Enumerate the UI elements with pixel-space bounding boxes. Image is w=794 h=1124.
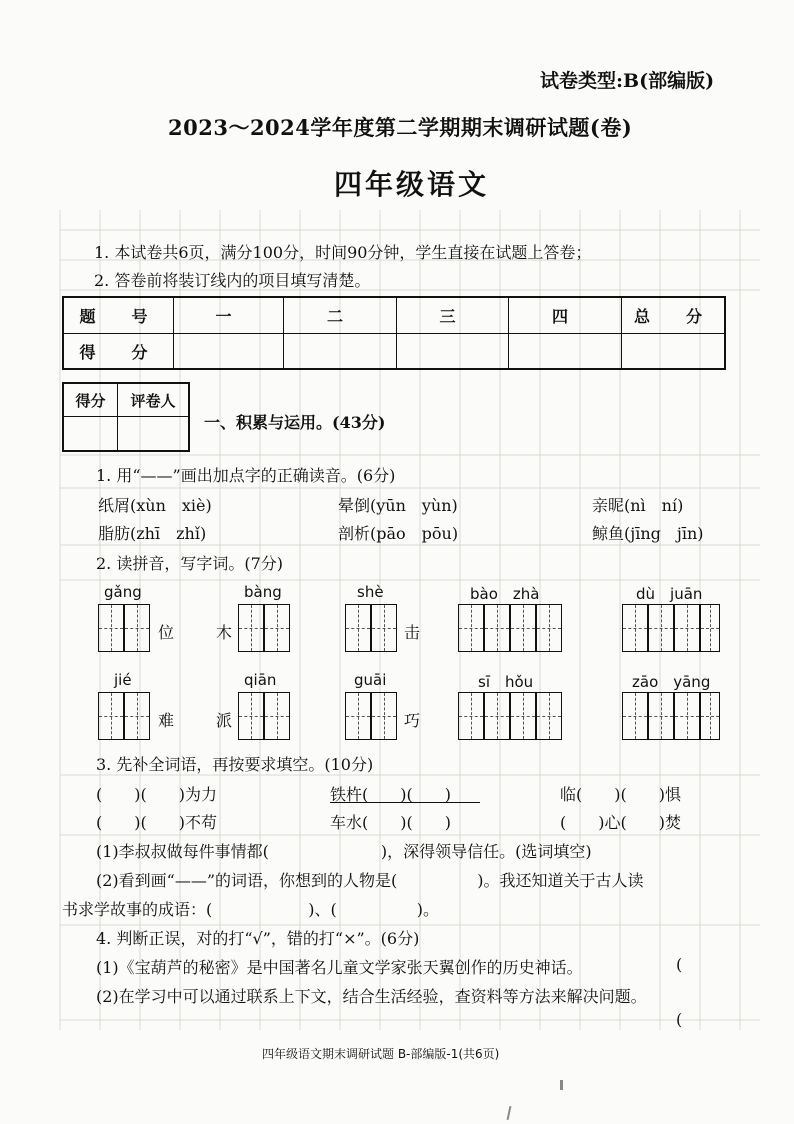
q2-pinyin: zāo yāng (632, 673, 711, 691)
score-table (62, 296, 726, 370)
grader-name-field[interactable] (118, 417, 188, 450)
q1-item[interactable]: 纸屑(xùn xiè) (98, 496, 212, 515)
writing-grid-box[interactable] (648, 604, 674, 652)
writing-grid-box[interactable] (371, 692, 397, 740)
q4-prompt: 4. 判断正误，对的打“√”，错的打“×”。(6分) (96, 929, 420, 948)
q2-given-char: 位 (158, 623, 175, 642)
writing-grid-box[interactable] (124, 604, 150, 652)
grader-box (62, 382, 190, 452)
q2-given-char: 击 (404, 623, 421, 642)
q2-pinyin: gǎng (104, 583, 142, 601)
q4-answer-paren[interactable]: ( (676, 955, 683, 974)
grader-name-label: 评卷人 (118, 384, 188, 417)
instruction-2: 2. 答卷前将装订线内的项目填写清楚。 (94, 271, 371, 290)
score-cell[interactable] (509, 334, 622, 369)
q3-idiom-blank[interactable]: 铁杵( )( ) (330, 785, 451, 804)
grader-score-field[interactable] (64, 417, 118, 450)
q3-idiom-blank[interactable]: 临( )( )惧 (560, 785, 681, 804)
score-cell[interactable] (174, 334, 284, 369)
q2-pinyin: guāi (354, 671, 387, 689)
q2-pinyin: bàng (244, 583, 282, 601)
q1-item[interactable]: 亲昵(nì ní) (592, 496, 684, 515)
q2-pinyin: dù juān (636, 585, 703, 603)
score-row-label: 得 分 (64, 334, 174, 369)
scan-artifact (507, 1106, 512, 1120)
writing-grid-box[interactable] (674, 604, 700, 652)
q1-prompt: 1. 用“——”画出加点字的正确读音。(6分) (96, 466, 396, 485)
page-footer: 四年级语文期末调研试题 B-部编版-1(共6页) (262, 1047, 500, 1061)
writing-grid-box[interactable] (124, 692, 150, 740)
instruction-1: 1. 本试卷共6页，满分100分，时间90分钟，学生直接在试题上答卷； (94, 243, 592, 262)
writing-grid-box[interactable] (484, 604, 510, 652)
writing-grid-box[interactable] (510, 692, 536, 740)
writing-grid-box[interactable] (345, 604, 371, 652)
writing-grid-box[interactable] (622, 604, 648, 652)
writing-grid-box[interactable] (536, 604, 562, 652)
writing-grid-box[interactable] (98, 692, 124, 740)
score-header-cell: 总 分 (633, 307, 712, 326)
writing-grid-box[interactable] (458, 692, 484, 740)
q1-item[interactable]: 脂肪(zhī zhǐ) (98, 524, 207, 543)
score-header-cell: 二 (284, 298, 397, 333)
q3-sub1[interactable]: (1)李叔叔做每件事情都( )，深得领导信任。(选词填空) (96, 842, 592, 861)
writing-grid-box[interactable] (264, 604, 290, 652)
q2-pinyin: bào zhà (470, 585, 540, 603)
q1-item[interactable]: 晕倒(yūn yùn) (338, 496, 458, 515)
writing-grid-box[interactable] (98, 604, 124, 652)
score-cell[interactable] (284, 334, 397, 369)
q2-pinyin: qiān (244, 671, 277, 689)
score-header-cell: 题 号 (64, 298, 174, 333)
q3-idiom-blank[interactable]: ( )心( )焚 (560, 813, 681, 832)
q2-pinyin: jié (114, 671, 132, 689)
q4-statement-2: (2)在学习中可以通过联系上下文，结合生活经验，查资料等方法来解决问题。 (96, 987, 647, 1006)
q2-pinyin: sī hǒu (478, 673, 534, 691)
writing-grid-box[interactable] (484, 692, 510, 740)
writing-grid-box[interactable] (371, 604, 397, 652)
writing-grid-box[interactable] (700, 604, 720, 652)
q2-given-char: 难 (158, 711, 175, 730)
writing-grid-box[interactable] (345, 692, 371, 740)
section-1-title: 一、积累与运用。(43分) (204, 413, 386, 432)
writing-grid-box[interactable] (622, 692, 648, 740)
q3-sub2-line2[interactable]: 书求学故事的成语：( )、( )。 (62, 900, 439, 919)
score-cell[interactable] (397, 334, 509, 369)
score-table-header-row (64, 298, 724, 334)
writing-grid-box[interactable] (238, 604, 264, 652)
grader-score-label: 得分 (64, 384, 118, 417)
writing-grid-box[interactable] (536, 692, 562, 740)
score-cell[interactable] (622, 334, 724, 369)
q3-prompt: 3. 先补全词语，再按要求填空。(10分) (96, 755, 374, 774)
underline-mark (330, 802, 480, 803)
q1-item[interactable]: 剖析(pāo pōu) (338, 524, 459, 543)
scan-artifact (560, 1080, 563, 1090)
exam-title: 2023～2024学年度第二学期期末调研试题(卷) (168, 115, 633, 140)
score-header-cell: 四 (509, 298, 622, 333)
subject-title: 四年级语文 (334, 168, 490, 201)
writing-grid-box[interactable] (238, 692, 264, 740)
writing-grid-box[interactable] (648, 692, 674, 740)
q2-prompt: 2. 读拼音，写字词。(7分) (96, 554, 284, 573)
q3-idiom-blank[interactable]: ( )( )为力 (96, 785, 217, 804)
q3-idiom-blank[interactable]: 车水( )( ) (330, 813, 451, 832)
q3-sub2-line1[interactable]: (2)看到画“——”的词语，你想到的人物是( )。我还知道关于古人读 (96, 871, 644, 890)
q2-pinyin: shè (357, 583, 384, 601)
score-table-score-row (64, 334, 724, 369)
writing-grid-box[interactable] (700, 692, 720, 740)
writing-grid-box[interactable] (458, 604, 484, 652)
paper-type-label: 试卷类型:B(部编版) (540, 70, 715, 92)
q2-given-char: 派 (216, 711, 233, 730)
writing-grid-box[interactable] (264, 692, 290, 740)
q2-given-char: 木 (216, 623, 233, 642)
score-header-cell: 一 (174, 298, 284, 333)
q2-given-char: 巧 (404, 711, 421, 730)
q4-answer-paren[interactable]: ( (676, 1010, 683, 1029)
score-header-cell: 三 (397, 298, 509, 333)
q4-statement-1: (1)《宝葫芦的秘密》是中国著名儿童文学家张天翼创作的历史神话。 (96, 958, 583, 977)
q3-idiom-blank[interactable]: ( )( )不苟 (96, 813, 217, 832)
q1-item[interactable]: 鲸鱼(jīng jīn) (592, 524, 704, 543)
writing-grid-box[interactable] (510, 604, 536, 652)
writing-grid-box[interactable] (674, 692, 700, 740)
